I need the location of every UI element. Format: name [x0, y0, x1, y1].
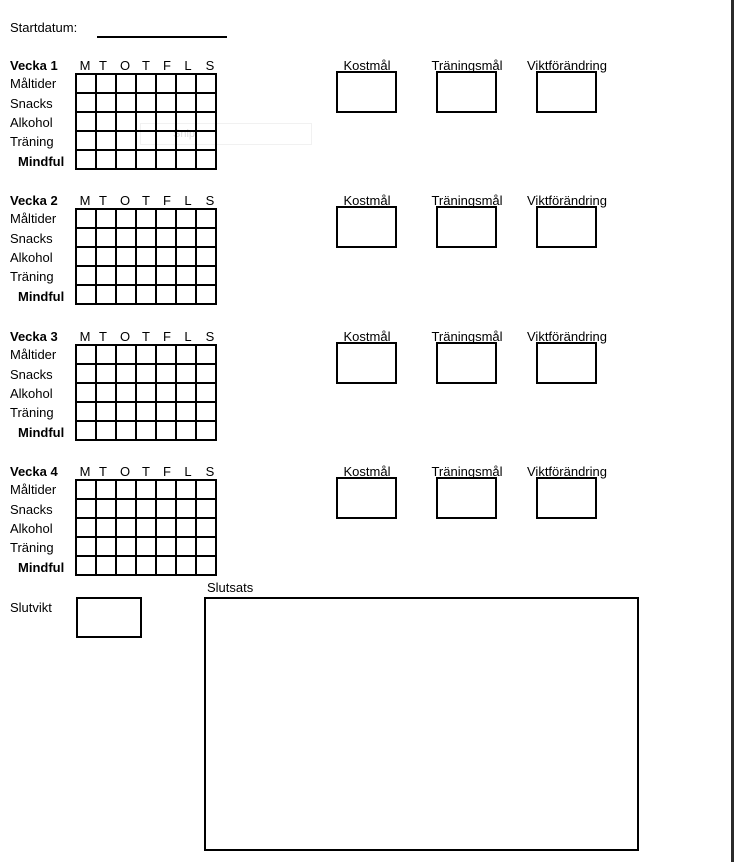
week-grid [75, 479, 217, 576]
grid-cell[interactable] [96, 537, 116, 556]
grid-cell[interactable] [96, 345, 116, 364]
grid-cell[interactable] [76, 93, 96, 112]
snip-text: Snip [173, 128, 196, 140]
grid-cell[interactable] [96, 93, 116, 112]
grid-cell[interactable] [76, 518, 96, 537]
grid-cell[interactable] [176, 499, 196, 518]
week-block [0, 464, 735, 594]
grid-cell[interactable] [76, 131, 96, 150]
grid-cell[interactable] [96, 421, 116, 440]
final-weight-box[interactable] [76, 597, 142, 638]
grid-cell[interactable] [196, 228, 216, 247]
goal-label-diet: Kostmål [343, 464, 391, 479]
grid-row [76, 345, 216, 364]
row-label: Träning [10, 405, 54, 420]
row-label: Träning [10, 540, 54, 555]
goal-box-training[interactable] [436, 477, 497, 519]
grid-cell[interactable] [96, 266, 116, 285]
week-block [0, 193, 735, 323]
grid-row [76, 285, 216, 304]
day-header: O [119, 58, 131, 73]
grid-cell[interactable] [136, 383, 156, 402]
grid-cell[interactable] [196, 402, 216, 421]
grid-cell[interactable] [176, 93, 196, 112]
grid-cell[interactable] [156, 402, 176, 421]
grid-cell[interactable] [176, 266, 196, 285]
grid-row [76, 150, 216, 169]
grid-cell[interactable] [156, 345, 176, 364]
grid-cell[interactable] [96, 556, 116, 575]
grid-cell[interactable] [196, 266, 216, 285]
goal-label-diet: Kostmål [343, 58, 391, 73]
grid-cell[interactable] [196, 480, 216, 499]
week-label: Vecka 1 [10, 58, 58, 73]
grid-cell[interactable] [176, 247, 196, 266]
day-header: F [163, 193, 171, 208]
grid-cell[interactable] [116, 266, 136, 285]
grid-cell[interactable] [156, 131, 176, 150]
week-label: Vecka 3 [10, 329, 58, 344]
grid-cell[interactable] [76, 364, 96, 383]
grid-cell[interactable] [116, 421, 136, 440]
grid-cell[interactable] [116, 74, 136, 93]
grid-cell[interactable] [176, 556, 196, 575]
grid-row [76, 131, 216, 150]
grid-cell[interactable] [136, 556, 156, 575]
grid-cell[interactable] [136, 499, 156, 518]
grid-cell[interactable] [176, 74, 196, 93]
grid-cell[interactable] [136, 209, 156, 228]
grid-cell[interactable] [116, 150, 136, 169]
grid-cell[interactable] [116, 345, 136, 364]
goal-box-diet[interactable] [336, 71, 397, 113]
grid-cell[interactable] [176, 402, 196, 421]
grid-row [76, 556, 216, 575]
goal-label-weight: Viktförändring [527, 58, 607, 73]
grid-cell[interactable] [156, 383, 176, 402]
grid-row [76, 93, 216, 112]
grid-cell[interactable] [176, 285, 196, 304]
goal-box-weight[interactable] [536, 342, 597, 384]
goal-label-training: Träningsmål [431, 193, 503, 208]
grid-cell[interactable] [76, 285, 96, 304]
grid-cell[interactable] [136, 480, 156, 499]
grid-row [76, 402, 216, 421]
grid-cell[interactable] [116, 131, 136, 150]
grid-cell[interactable] [96, 74, 116, 93]
row-label: Alkohol [10, 115, 53, 130]
grid-cell[interactable] [156, 518, 176, 537]
goal-box-weight[interactable] [536, 206, 597, 248]
grid-cell[interactable] [136, 131, 156, 150]
day-header: O [119, 464, 131, 479]
grid-cell[interactable] [156, 421, 176, 440]
grid-cell[interactable] [156, 93, 176, 112]
grid-row [76, 383, 216, 402]
grid-cell[interactable] [76, 74, 96, 93]
grid-cell[interactable] [196, 131, 216, 150]
grid-row [76, 228, 216, 247]
grid-cell[interactable] [96, 112, 116, 131]
grid-cell[interactable] [136, 150, 156, 169]
week-grid [75, 73, 217, 170]
grid-row [76, 499, 216, 518]
goal-label-diet: Kostmål [343, 329, 391, 344]
grid-cell[interactable] [196, 345, 216, 364]
grid-cell[interactable] [156, 556, 176, 575]
grid-cell[interactable] [176, 518, 196, 537]
grid-row [76, 537, 216, 556]
row-label: Måltider [10, 482, 57, 497]
grid-cell[interactable] [156, 285, 176, 304]
grid-row [76, 364, 216, 383]
goal-box-weight[interactable] [536, 71, 597, 113]
day-header: F [163, 58, 171, 73]
grid-cell[interactable] [136, 537, 156, 556]
goal-box-diet[interactable] [336, 206, 397, 248]
grid-cell[interactable] [196, 556, 216, 575]
day-header: F [163, 329, 171, 344]
week-label: Vecka 4 [10, 464, 58, 479]
goal-label-training: Träningsmål [431, 329, 503, 344]
day-header: T [142, 329, 150, 344]
grid-cell[interactable] [156, 150, 176, 169]
day-header: O [119, 193, 131, 208]
grid-cell[interactable] [76, 209, 96, 228]
row-label: Mindful [18, 560, 65, 575]
grid-cell[interactable] [116, 402, 136, 421]
week-block [0, 329, 735, 459]
grid-cell[interactable] [136, 266, 156, 285]
grid-cell[interactable] [136, 518, 156, 537]
grid-cell[interactable] [196, 247, 216, 266]
grid-cell[interactable] [96, 480, 116, 499]
grid-row [76, 112, 216, 131]
day-header: T [142, 58, 150, 73]
grid-cell[interactable] [176, 112, 196, 131]
grid-cell[interactable] [136, 285, 156, 304]
grid-row [76, 209, 216, 228]
grid-cell[interactable] [156, 480, 176, 499]
grid-cell[interactable] [116, 499, 136, 518]
grid-cell[interactable] [176, 537, 196, 556]
grid-cell[interactable] [156, 266, 176, 285]
grid-cell[interactable] [196, 93, 216, 112]
grid-cell[interactable] [76, 421, 96, 440]
goal-label-training: Träningsmål [431, 58, 503, 73]
row-label: Mindful [18, 289, 65, 304]
goal-box-training[interactable] [436, 342, 497, 384]
conclusion-label: Slutsats [207, 580, 254, 595]
grid-cell[interactable] [136, 402, 156, 421]
grid-cell[interactable] [156, 364, 176, 383]
grid-cell[interactable] [116, 518, 136, 537]
goal-label-training: Träningsmål [431, 464, 503, 479]
grid-cell[interactable] [196, 383, 216, 402]
grid-cell[interactable] [136, 74, 156, 93]
day-header: S [205, 329, 215, 344]
grid-cell[interactable] [96, 402, 116, 421]
grid-cell[interactable] [96, 228, 116, 247]
grid-cell[interactable] [96, 209, 116, 228]
grid-cell[interactable] [76, 345, 96, 364]
grid-cell[interactable] [196, 112, 216, 131]
grid-cell[interactable] [136, 112, 156, 131]
grid-cell[interactable] [116, 93, 136, 112]
grid-cell[interactable] [116, 364, 136, 383]
day-header: T [99, 58, 107, 73]
grid-cell[interactable] [176, 150, 196, 169]
grid-cell[interactable] [76, 499, 96, 518]
grid-cell[interactable] [96, 499, 116, 518]
grid-cell[interactable] [76, 556, 96, 575]
day-header: S [205, 193, 215, 208]
grid-cell[interactable] [76, 383, 96, 402]
grid-cell[interactable] [176, 228, 196, 247]
grid-cell[interactable] [76, 228, 96, 247]
grid-cell[interactable] [76, 402, 96, 421]
row-label: Måltider [10, 76, 57, 91]
grid-cell[interactable] [156, 209, 176, 228]
grid-cell[interactable] [196, 285, 216, 304]
day-header: M [79, 329, 91, 344]
grid-cell[interactable] [176, 383, 196, 402]
week-label: Vecka 2 [10, 193, 58, 208]
grid-row [76, 266, 216, 285]
grid-cell[interactable] [96, 285, 116, 304]
row-label: Alkohol [10, 521, 53, 536]
row-label: Mindful [18, 425, 65, 440]
grid-cell[interactable] [136, 364, 156, 383]
grid-cell[interactable] [76, 247, 96, 266]
start-date-field[interactable] [97, 36, 227, 38]
grid-cell[interactable] [136, 228, 156, 247]
row-label: Alkohol [10, 386, 53, 401]
grid-cell[interactable] [196, 74, 216, 93]
goal-box-diet[interactable] [336, 342, 397, 384]
grid-cell[interactable] [96, 383, 116, 402]
grid-cell[interactable] [76, 480, 96, 499]
grid-cell[interactable] [96, 150, 116, 169]
grid-cell[interactable] [156, 228, 176, 247]
row-label: Snacks [10, 367, 53, 382]
grid-cell[interactable] [76, 537, 96, 556]
grid-row [76, 247, 216, 266]
grid-cell[interactable] [116, 209, 136, 228]
day-header: T [99, 193, 107, 208]
grid-cell[interactable] [76, 150, 96, 169]
grid-cell[interactable] [196, 499, 216, 518]
row-label: Måltider [10, 347, 57, 362]
row-label: Mindful [18, 154, 65, 169]
goal-box-diet[interactable] [336, 477, 397, 519]
row-label: Träning [10, 134, 54, 149]
day-header: T [99, 464, 107, 479]
grid-cell[interactable] [96, 364, 116, 383]
day-header: F [163, 464, 171, 479]
row-label: Snacks [10, 231, 53, 246]
day-header: L [184, 58, 192, 73]
grid-cell[interactable] [156, 499, 176, 518]
grid-cell[interactable] [136, 421, 156, 440]
grid-cell[interactable] [116, 537, 136, 556]
grid-cell[interactable] [136, 93, 156, 112]
grid-cell[interactable] [196, 364, 216, 383]
goal-label-weight: Viktförändring [527, 464, 607, 479]
day-header: T [99, 329, 107, 344]
grid-cell[interactable] [196, 150, 216, 169]
week-grid [75, 344, 217, 441]
grid-cell[interactable] [156, 112, 176, 131]
day-header: M [79, 193, 91, 208]
grid-cell[interactable] [156, 537, 176, 556]
grid-row [76, 421, 216, 440]
grid-cell[interactable] [76, 112, 96, 131]
row-label: Träning [10, 269, 54, 284]
grid-cell[interactable] [156, 74, 176, 93]
grid-cell[interactable] [136, 247, 156, 266]
conclusion-box[interactable] [204, 597, 639, 851]
week-grid [75, 208, 217, 305]
grid-cell[interactable] [136, 345, 156, 364]
row-label: Alkohol [10, 250, 53, 265]
grid-cell[interactable] [176, 421, 196, 440]
grid-row [76, 74, 216, 93]
grid-cell[interactable] [176, 345, 196, 364]
grid-cell[interactable] [116, 556, 136, 575]
day-header: L [184, 464, 192, 479]
grid-cell[interactable] [176, 364, 196, 383]
grid-cell[interactable] [196, 421, 216, 440]
grid-cell[interactable] [116, 247, 136, 266]
goal-label-weight: Viktförändring [527, 193, 607, 208]
row-label: Snacks [10, 502, 53, 517]
day-header: T [142, 193, 150, 208]
goal-label-weight: Viktförändring [527, 329, 607, 344]
day-header: L [184, 329, 192, 344]
grid-cell[interactable] [116, 383, 136, 402]
day-header: S [205, 464, 215, 479]
grid-cell[interactable] [176, 209, 196, 228]
grid-row [76, 518, 216, 537]
grid-cell[interactable] [96, 131, 116, 150]
row-label: Snacks [10, 96, 53, 111]
grid-cell[interactable] [176, 480, 196, 499]
grid-cell[interactable] [196, 209, 216, 228]
goal-label-diet: Kostmål [343, 193, 391, 208]
grid-row [76, 480, 216, 499]
grid-cell[interactable] [156, 247, 176, 266]
grid-cell[interactable] [196, 537, 216, 556]
day-header: T [142, 464, 150, 479]
goal-box-training[interactable] [436, 206, 497, 248]
grid-cell[interactable] [96, 518, 116, 537]
day-header: L [184, 193, 192, 208]
row-label: Måltider [10, 211, 57, 226]
grid-cell[interactable] [176, 131, 196, 150]
grid-cell[interactable] [116, 112, 136, 131]
grid-cell[interactable] [96, 247, 116, 266]
grid-cell[interactable] [196, 518, 216, 537]
grid-cell[interactable] [116, 480, 136, 499]
day-header: O [119, 329, 131, 344]
grid-cell[interactable] [116, 228, 136, 247]
final-weight-label: Slutvikt [10, 600, 52, 615]
goal-box-training[interactable] [436, 71, 497, 113]
start-date-label: Startdatum: [10, 20, 78, 35]
grid-cell[interactable] [76, 266, 96, 285]
goal-box-weight[interactable] [536, 477, 597, 519]
week-block [0, 58, 735, 188]
day-header: M [79, 464, 91, 479]
day-header: M [79, 58, 91, 73]
day-header: S [205, 58, 215, 73]
grid-cell[interactable] [116, 285, 136, 304]
